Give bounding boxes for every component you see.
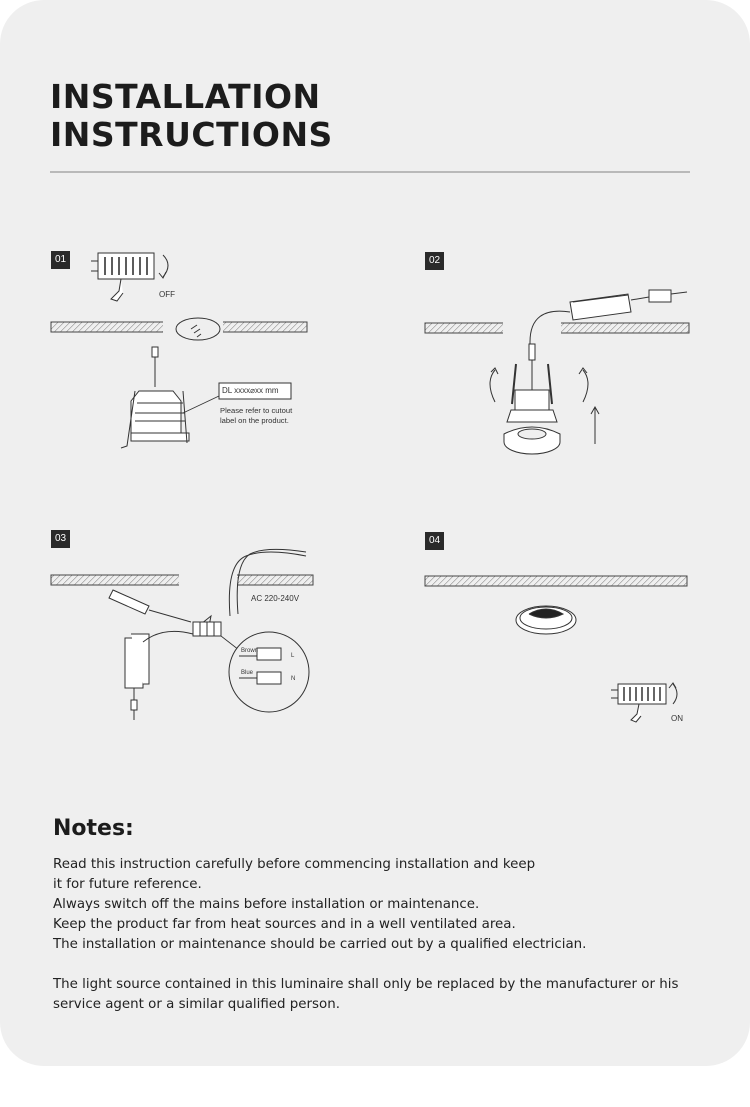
cutout-code-label: DL xxxx⌀xx mm xyxy=(222,386,279,395)
step-04 xyxy=(425,532,725,772)
step-03-illustration xyxy=(51,530,321,730)
title-line-2: INSTRUCTIONS xyxy=(50,115,333,154)
step-04-illustration xyxy=(425,532,691,732)
ceiling-hatch xyxy=(425,576,687,586)
led-driver-box xyxy=(570,290,687,320)
led-driver xyxy=(125,634,149,720)
wire-brown-label: Brown xyxy=(241,648,259,654)
circuit-breaker-off-icon xyxy=(91,253,168,301)
page-title xyxy=(50,78,333,154)
note-final-line-2: service agent or a similar qualified person. xyxy=(53,997,340,1012)
notes-heading: Notes: xyxy=(53,816,134,841)
step-badge-04: 04 xyxy=(425,532,444,550)
note-line-3: Always switch off the mains before installation or maintenance. xyxy=(53,897,480,912)
on-label: ON xyxy=(671,714,683,723)
step-01-illustration xyxy=(51,251,311,461)
note-line-2: it for future reference. xyxy=(53,877,202,892)
push-up-arrow-icon xyxy=(591,407,599,444)
step-badge-01: 01 xyxy=(51,251,70,269)
cutout-note xyxy=(220,406,292,426)
note-final-line-1: The light source contained in this luminaire shall only be replaced by the manufacturer or his xyxy=(53,977,679,992)
off-label: OFF xyxy=(159,290,175,299)
voltage-label: AC 220-240V xyxy=(251,594,300,603)
cutout-note-line-2: label on the product. xyxy=(220,416,289,425)
screwdriver-icon xyxy=(109,590,211,626)
step-02 xyxy=(425,252,725,492)
note-line-1: Read this instruction carefully before commencing installation and keep xyxy=(53,857,536,872)
terminal-n-label: N xyxy=(291,676,296,682)
terminal-l-label: L xyxy=(291,653,295,659)
wire-blue-label: Blue xyxy=(241,670,254,676)
step-03 xyxy=(51,530,351,770)
note-line-4: Keep the product far from heat sources and in a well ventilated area. xyxy=(53,917,516,932)
cutout-note-line-1: Please refer to cutout xyxy=(220,406,293,415)
step-01 xyxy=(51,251,351,491)
step-badge-03: 03 xyxy=(51,530,70,548)
terminal-block xyxy=(193,622,221,636)
note-line-5: The installation or maintenance should be carried out by a qualified electrician. xyxy=(53,937,587,952)
title-divider xyxy=(50,171,690,173)
downlight-unit xyxy=(121,347,189,448)
ceiling-cutout-gap xyxy=(179,574,237,586)
downlight-insert xyxy=(504,344,560,454)
circuit-breaker-on-icon xyxy=(611,683,677,722)
step-badge-02: 02 xyxy=(425,252,444,270)
installed-downlight xyxy=(516,606,576,634)
notes-spacer xyxy=(53,955,703,975)
notes-body xyxy=(53,855,703,1015)
step-02-illustration xyxy=(425,252,691,462)
title-line-1: INSTALLATION xyxy=(50,77,321,116)
